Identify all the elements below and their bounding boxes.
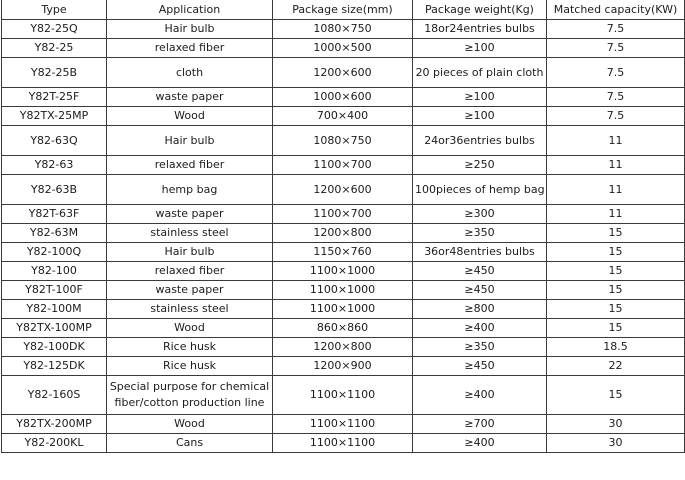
application-cell: Hair bulb <box>107 126 273 156</box>
package-size-cell: 860×860 <box>273 319 413 338</box>
package-weight-cell: 24or36entries bulbs <box>413 126 547 156</box>
application-cell: Wood <box>107 415 273 434</box>
matched-capacity-cell: 11 <box>547 205 685 224</box>
table-row <box>2 175 685 205</box>
matched-capacity-cell: 11 <box>547 156 685 175</box>
package-weight-cell: 18or24entries bulbs <box>413 20 547 39</box>
matched-capacity-cell: 11 <box>547 175 685 205</box>
application-cell: relaxed fiber <box>107 39 273 58</box>
package-weight-cell: ≥250 <box>413 156 547 175</box>
header-row <box>2 0 685 20</box>
type-cell: Y82TX-25MP <box>2 107 107 126</box>
type-cell: Y82-100Q <box>2 243 107 262</box>
matched-capacity-cell: 30 <box>547 415 685 434</box>
application-cell: Special purpose for chemical fiber/cotton production line <box>107 376 273 415</box>
package-size-cell: 700×400 <box>273 107 413 126</box>
package-weight-cell: ≥350 <box>413 224 547 243</box>
type-cell: Y82-100M <box>2 300 107 319</box>
package-weight-cell: ≥450 <box>413 262 547 281</box>
matched-capacity-cell: 15 <box>547 262 685 281</box>
application-cell: hemp bag <box>107 175 273 205</box>
package-weight-cell: 36or48entries bulbs <box>413 243 547 262</box>
application-cell: stainless steel <box>107 224 273 243</box>
table-row <box>2 224 685 243</box>
table-row <box>2 20 685 39</box>
matched-capacity-cell: 7.5 <box>547 58 685 88</box>
application-cell: Wood <box>107 319 273 338</box>
type-cell: Y82-63Q <box>2 126 107 156</box>
matched-capacity-cell: 22 <box>547 357 685 376</box>
application-cell: Hair bulb <box>107 243 273 262</box>
table-row <box>2 107 685 126</box>
package-size-cell: 1080×750 <box>273 126 413 156</box>
table-body <box>2 20 685 453</box>
application-cell: Wood <box>107 107 273 126</box>
package-size-cell: 1080×750 <box>273 20 413 39</box>
type-cell: Y82-25B <box>2 58 107 88</box>
type-cell: Y82-200KL <box>2 434 107 453</box>
type-cell: Y82-100DK <box>2 338 107 357</box>
table-row <box>2 58 685 88</box>
table-row <box>2 376 685 415</box>
table-row <box>2 88 685 107</box>
type-cell: Y82-100 <box>2 262 107 281</box>
package-size-cell: 1000×500 <box>273 39 413 58</box>
package-weight-cell: ≥700 <box>413 415 547 434</box>
matched-capacity-cell: 7.5 <box>547 39 685 58</box>
column-header-type: Type <box>2 0 107 20</box>
application-cell: waste paper <box>107 205 273 224</box>
table-row <box>2 319 685 338</box>
package-size-cell: 1200×600 <box>273 175 413 205</box>
table-row <box>2 126 685 156</box>
package-size-cell: 1200×800 <box>273 338 413 357</box>
package-size-cell: 1100×1100 <box>273 376 413 415</box>
package-weight-cell: ≥450 <box>413 281 547 300</box>
package-weight-cell: 100pieces of hemp bag <box>413 175 547 205</box>
matched-capacity-cell: 15 <box>547 243 685 262</box>
table-row <box>2 415 685 434</box>
matched-capacity-cell: 7.5 <box>547 88 685 107</box>
package-weight-cell: ≥100 <box>413 39 547 58</box>
matched-capacity-cell: 15 <box>547 224 685 243</box>
table-header <box>2 0 685 20</box>
package-size-cell: 1100×1000 <box>273 281 413 300</box>
package-size-cell: 1100×1100 <box>273 434 413 453</box>
package-weight-cell: ≥400 <box>413 319 547 338</box>
table-row <box>2 300 685 319</box>
package-weight-cell: ≥100 <box>413 107 547 126</box>
table-row <box>2 205 685 224</box>
matched-capacity-cell: 7.5 <box>547 20 685 39</box>
column-header-package-weight: Package weight(Kg) <box>413 0 547 20</box>
type-cell: Y82-63B <box>2 175 107 205</box>
table-row <box>2 262 685 281</box>
matched-capacity-cell: 11 <box>547 126 685 156</box>
column-header-package-size: Package size(mm) <box>273 0 413 20</box>
application-cell: Rice husk <box>107 357 273 376</box>
package-weight-cell: 20 pieces of plain cloth <box>413 58 547 88</box>
application-cell: waste paper <box>107 88 273 107</box>
type-cell: Y82-25 <box>2 39 107 58</box>
type-cell: Y82T-63F <box>2 205 107 224</box>
type-cell: Y82TX-100MP <box>2 319 107 338</box>
matched-capacity-cell: 15 <box>547 319 685 338</box>
column-header-matched-capacity: Matched capacity(KW) <box>547 0 685 20</box>
application-cell: Cans <box>107 434 273 453</box>
table-row <box>2 243 685 262</box>
package-size-cell: 1100×700 <box>273 205 413 224</box>
table-row <box>2 434 685 453</box>
type-cell: Y82-63M <box>2 224 107 243</box>
application-cell: Hair bulb <box>107 20 273 39</box>
matched-capacity-cell: 30 <box>547 434 685 453</box>
application-cell: Rice husk <box>107 338 273 357</box>
type-cell: Y82-63 <box>2 156 107 175</box>
type-cell: Y82-160S <box>2 376 107 415</box>
package-size-cell: 1000×600 <box>273 88 413 107</box>
matched-capacity-cell: 15 <box>547 281 685 300</box>
package-weight-cell: ≥100 <box>413 88 547 107</box>
application-cell: relaxed fiber <box>107 262 273 281</box>
type-cell: Y82T-25F <box>2 88 107 107</box>
application-cell: relaxed fiber <box>107 156 273 175</box>
application-cell: stainless steel <box>107 300 273 319</box>
package-size-cell: 1200×800 <box>273 224 413 243</box>
table-row <box>2 39 685 58</box>
package-size-cell: 1100×700 <box>273 156 413 175</box>
table-row <box>2 281 685 300</box>
matched-capacity-cell: 15 <box>547 376 685 415</box>
package-weight-cell: ≥400 <box>413 434 547 453</box>
matched-capacity-cell: 15 <box>547 300 685 319</box>
column-header-application: Application <box>107 0 273 20</box>
package-size-cell: 1150×760 <box>273 243 413 262</box>
type-cell: Y82-25Q <box>2 20 107 39</box>
table-row <box>2 357 685 376</box>
application-cell: waste paper <box>107 281 273 300</box>
package-weight-cell: ≥400 <box>413 376 547 415</box>
package-size-cell: 1100×1000 <box>273 262 413 281</box>
type-cell: Y82TX-200MP <box>2 415 107 434</box>
package-size-cell: 1100×1100 <box>273 415 413 434</box>
package-weight-cell: ≥450 <box>413 357 547 376</box>
table-row <box>2 156 685 175</box>
type-cell: Y82T-100F <box>2 281 107 300</box>
package-weight-cell: ≥300 <box>413 205 547 224</box>
matched-capacity-cell: 18.5 <box>547 338 685 357</box>
application-cell: cloth <box>107 58 273 88</box>
package-size-cell: 1200×900 <box>273 357 413 376</box>
package-weight-cell: ≥800 <box>413 300 547 319</box>
type-cell: Y82-125DK <box>2 357 107 376</box>
package-size-cell: 1200×600 <box>273 58 413 88</box>
matched-capacity-cell: 7.5 <box>547 107 685 126</box>
package-weight-cell: ≥350 <box>413 338 547 357</box>
package-size-cell: 1100×1000 <box>273 300 413 319</box>
spec-table <box>1 0 685 453</box>
table-row <box>2 338 685 357</box>
